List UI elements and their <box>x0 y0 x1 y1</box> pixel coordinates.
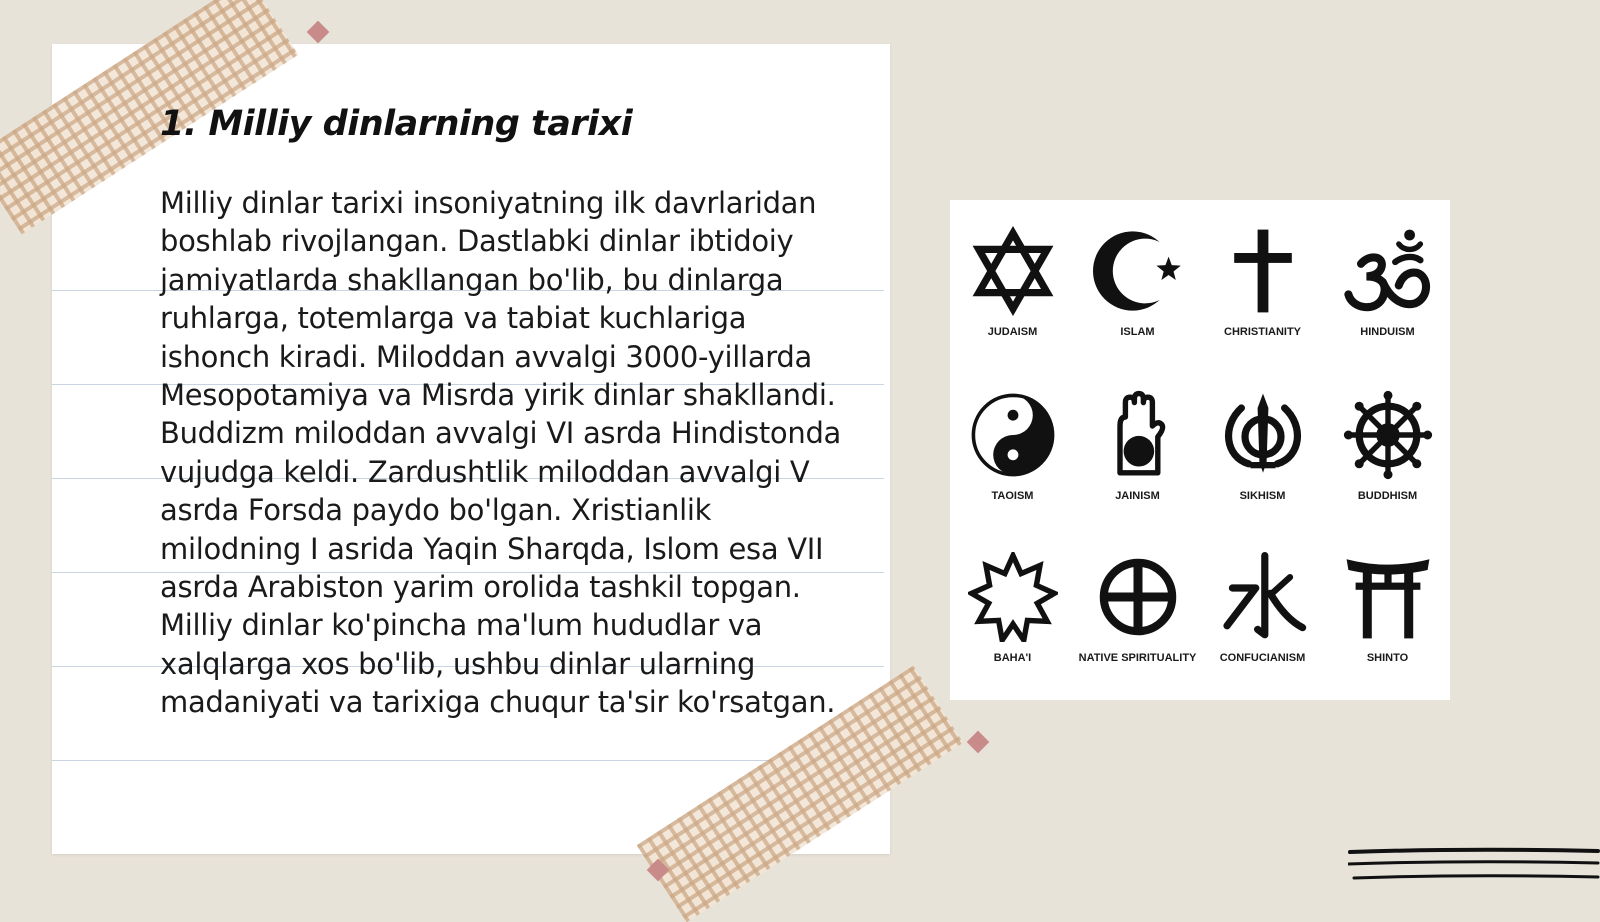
decorative-lines <box>1348 846 1600 886</box>
jain-hand-icon <box>1093 390 1183 480</box>
rule-line <box>52 760 884 761</box>
crescent-star-icon <box>1093 226 1183 316</box>
symbol-label: CONFUCIANISM <box>1219 652 1306 664</box>
tape-end-right <box>967 731 990 754</box>
yin-yang-icon <box>968 390 1058 480</box>
symbol-label: JUDAISM <box>987 326 1038 338</box>
symbol-bahai <box>950 552 1075 664</box>
symbol-label: ISLAM <box>1120 326 1155 338</box>
symbol-label: CHRISTIANITY <box>1224 326 1301 338</box>
symbol-label: NATIVE SPIRITUALITY <box>1078 652 1197 664</box>
dharma-wheel-icon <box>1343 390 1433 480</box>
symbol-confucianism <box>1200 552 1325 664</box>
symbol-christianity <box>1200 226 1325 338</box>
symbol-label: HINDUISM <box>1360 326 1415 338</box>
water-character-icon <box>1218 552 1308 642</box>
cross-icon <box>1218 226 1308 316</box>
symbol-label: TAOISM <box>991 490 1034 502</box>
om-icon <box>1343 226 1433 316</box>
symbol-judaism <box>950 226 1075 338</box>
symbol-label: JAINISM <box>1115 490 1160 502</box>
star-of-david-icon <box>968 226 1058 316</box>
symbol-label: SIKHISM <box>1239 490 1286 502</box>
religious-symbols-card <box>950 200 1450 700</box>
slide-title: 1. Milliy dinlarning tarixi <box>160 104 633 144</box>
khanda-icon <box>1218 390 1308 480</box>
slide-body: Milliy dinlar tarixi insoniyatning ilk davrlaridan boshlab rivojlangan. Dastlabki dinlar ibtidoiy jamiyatlarda shakllangan bo'lib, bu dinlarga ruhlarga, totemlarga va tabiat kuchlariga ishonch kiradi. Miloddan avvalgi 3000-yillarda Mesopotamiya va Misrda yirik dinlar shakllandi. Buddizm miloddan avvalgi VI asrda Hindistonda vujudga keldi. Zardushtlik miloddan avvalgi V asrda Forsda paydo bo'lgan. Xristianlik milodning I asrida Yaqin Sharqda, Islom esa VII asrda Arabiston yarim orolida tashkil topgan. Milliy dinlar ko'pincha ma'lum hududlar va xalqlarga xos bo'lib, ushbu dinlar ularning madaniyati va tarixiga chuqur ta'sir ko'rsatgan. <box>160 186 842 720</box>
symbol-buddhism <box>1325 390 1450 502</box>
symbol-label: BUDDHISM <box>1357 490 1418 502</box>
symbol-shinto <box>1325 552 1450 664</box>
nine-pointed-star-icon <box>968 552 1058 642</box>
tape-end-top <box>307 21 330 44</box>
symbol-taoism <box>950 390 1075 502</box>
torii-gate-icon <box>1343 552 1433 642</box>
symbol-islam <box>1075 226 1200 338</box>
symbol-hinduism <box>1325 226 1450 338</box>
symbol-jainism <box>1075 390 1200 502</box>
sun-cross-icon <box>1093 552 1183 642</box>
symbol-label: BAHA'I <box>993 652 1032 664</box>
symbol-sikhism <box>1200 390 1325 502</box>
symbol-native-spirituality <box>1075 552 1200 664</box>
symbol-label: SHINTO <box>1366 652 1409 664</box>
